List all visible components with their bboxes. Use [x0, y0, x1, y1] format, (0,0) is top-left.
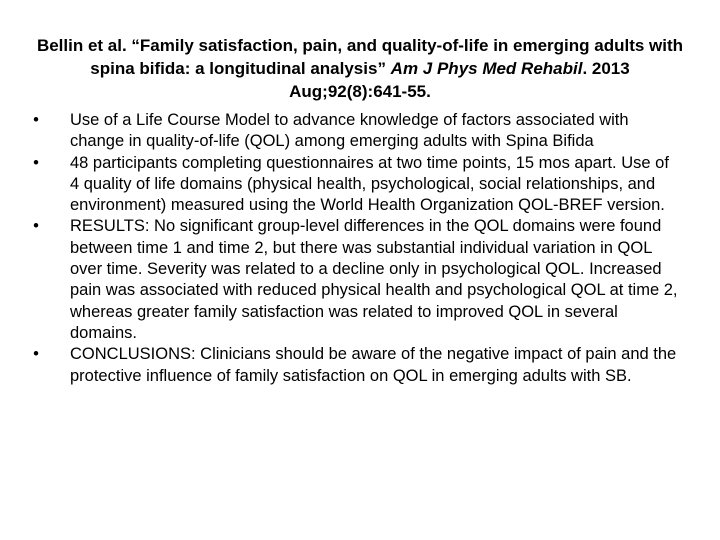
bullet-dot-icon: • [33, 217, 39, 236]
bullet-text: CONCLUSIONS: Clinicians should be aware of the negative impact of pain and the protective influence of family satisfaction on QOL in emerging adults with SB. [70, 345, 677, 385]
bullet-item-methods [30, 153, 680, 217]
bullet-item-results [30, 216, 680, 344]
bullet-text: Use of a Life Course Model to advance knowledge of factors associated with change in quality-of-life (QOL) among emerging adults with Spina Bifida [70, 111, 629, 151]
bullet-item-conclusions [30, 344, 680, 387]
bullet-dot-icon: • [33, 111, 39, 129]
bullet-dot-icon: • [33, 153, 39, 172]
citation-heading [30, 34, 690, 103]
bullet-item-objective [30, 110, 680, 153]
citation-text-before: Bellin et al. “Family satisfaction, pain, and quality-of-life in emerging adults with spina bifida: a longitudinal analysis” [36, 36, 684, 78]
bullet-text: RESULTS: No significant group-level differences in the QOL domains were found between time 1 and time 2, but there was substantial individual variation in QOL over time. Severity was related to a decline only in psychological QOL. Increased pain was associated with reduced physical health and psychological QOL at time 2, whereas greater family satisfaction was related to improved QOL in several domains. [70, 217, 678, 342]
summary-bullet-list [30, 110, 680, 387]
citation-text-after: . 2013 Aug;92(8):641-55. [289, 59, 630, 101]
bullet-text: 48 participants completing questionnaires at two time points, 15 mos apart. Use of 4 quality of life domains (physical health, psychological, social relationships, and environment) measured using the World Health Organization QOL-BREF version. [70, 153, 669, 215]
citation-journal: Am J Phys Med Rehabil [390, 59, 583, 78]
bullet-dot-icon: • [33, 345, 39, 364]
